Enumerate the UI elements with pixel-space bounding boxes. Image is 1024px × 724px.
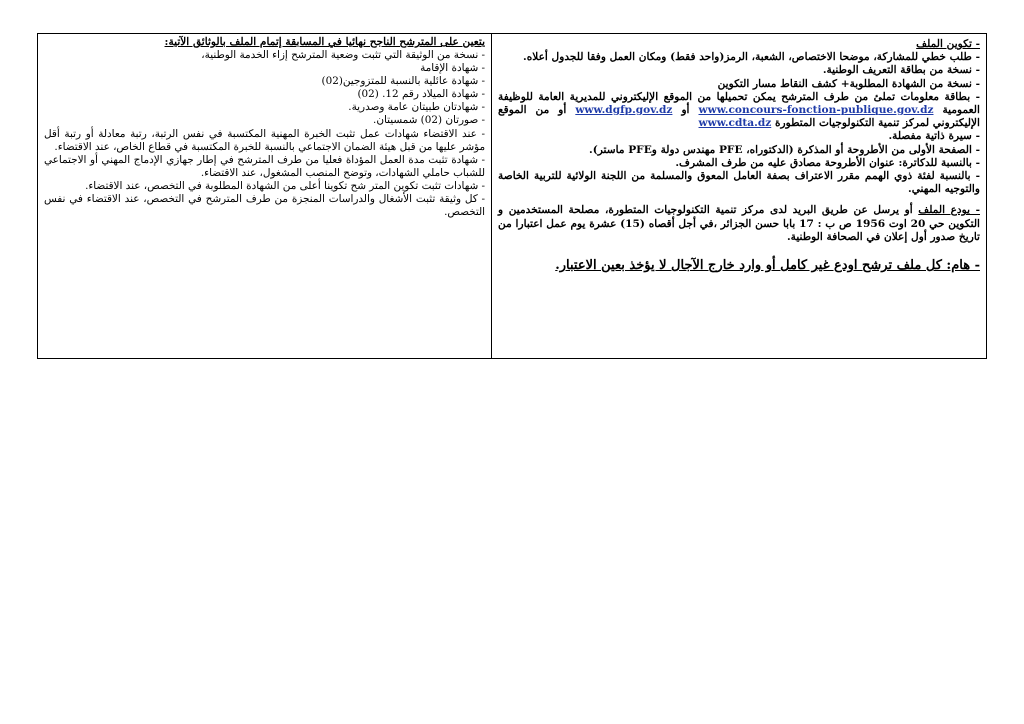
web-info-text-2: أو من الموقع الإليكتروني لمركز تنمية التكنولوجيات المتطورة <box>498 104 980 130</box>
or-text: أو <box>681 104 690 117</box>
list-item: - نسخة من بطاقة التعريف الوطنية. <box>822 64 980 77</box>
file-composition-column <box>491 34 986 358</box>
list-item: - شهادة عائلية بالنسبة للمتزوجين(02) <box>321 75 486 88</box>
list-item: - شهادة الإقامة <box>420 62 486 75</box>
list-item: - بالنسبة للدكاترة: عنوان الأطروحة مصادق عليه من طرف المشرف. <box>675 156 980 169</box>
list-item: - شهادتان طبيتان عامة وصدرية. <box>348 101 486 114</box>
list-item: - الصفحة الأولى من الأطروحة أو المذكرة (الدكتوراه، PFE مهندس دولة وPFE ماستر). <box>589 143 980 156</box>
deposit-text: أو يرسل عن طريق البريد لدى مركز تنمية التكنولوجيات المتطورة، مصلحة المستخدمين و التكوين حي 20 اوت 1956 ص ب : 17 بابا حسن الجزائر ،في أجل أقصاه (15) عشرة يوم عمل اعتبارا من تاريخ صدور أول إعلان في الصحافة الوطنية. <box>498 204 980 243</box>
winner-documents-column <box>38 34 491 358</box>
web-info-item <box>498 91 980 131</box>
list-item: - نسخة من الشهادة المطلوبة+ كشف النقاط مسار التكوين <box>717 77 980 90</box>
list-item: - طلب خطي للمشاركة، موضحا الاختصاص، الشعبة، الرمز(واحد فقط) ومكان العمل وفقا للجدول أعلاه. <box>523 51 980 64</box>
list-item: - بالنسبة لفئة ذوي الهمم مقرر الاعتراف بصفة العامل المعوق والمسلمة من اللجنة الولائية للتربية الخاصة والتوجيه المهني. <box>498 170 980 196</box>
winner-documents-heading: يتعين على المترشح الناجح نهائيا في المسابقة إتمام الملف بالوثائق الآتية: <box>164 36 486 48</box>
cdta-link[interactable]: www.cdta.dz <box>698 117 772 130</box>
list-item: - شهادة الميلاد رقم 12. (02) <box>357 88 486 101</box>
list-item: - شهادة تثبت مدة العمل المؤداة فعليا من طرف المترشح في إطار جهازي الإدماج المهني أو الاجتماعي للشباب حاملي الشهادات، وتوضح المنصب المشغول، عند الاقتضاء. <box>44 153 486 179</box>
web-info-text: - بطاقة معلومات تملئ من طرف المترشح يمكن تحميلها من الموقع الإليكتروني للمديرية العامة للوظيفة العمومية <box>498 90 980 117</box>
list-item: - نسخة من الوثيقة التي تثبت وضعية المترشح إزاء الخدمة الوطنية، <box>201 49 486 61</box>
dgfp-link[interactable]: www.dgfp.gov.dz <box>575 104 673 117</box>
list-item: - عند الاقتضاء شهادات عمل تثبت الخبرة المهنية المكتسبة في نفس الرتبة، رتبة معادلة أو رتبة أقل مؤشر عليها من قبل هيئة الضمان الاجتماعي بالنسبة للخبرة المكتسبة في قطاع الخاص، عند الاقتضاء. <box>44 127 486 153</box>
list-item: - سيرة ذاتية مفصلة. <box>888 130 980 143</box>
deposit-paragraph <box>498 204 980 244</box>
important-note: - هام: كل ملف ترشح اودع غير كامل أو وارد خارج الآجال لا يؤخذ بعين الاعتبار. <box>555 258 980 274</box>
concours-link[interactable]: www.concours-fonction-publique.gov.dz <box>698 104 934 117</box>
file-composition-heading: - تكوين الملف <box>916 38 980 50</box>
list-item: - كل وثيقة تثبت الأشغال والدراسات المنجزة من طرف المترشح في التخصص، عند الاقتضاء في نفس التخصص. <box>44 193 486 219</box>
deposit-label: - يودع الملف <box>918 204 980 217</box>
list-item: - شهادات تثبت تكوين المتر شح تكوينا أعلى من الشهادة المطلوبة في التخصص، عند الاقتضاء. <box>85 179 486 192</box>
requirements-table <box>37 33 987 359</box>
list-item: - صورتان (02) شمسيتان. <box>373 114 486 127</box>
